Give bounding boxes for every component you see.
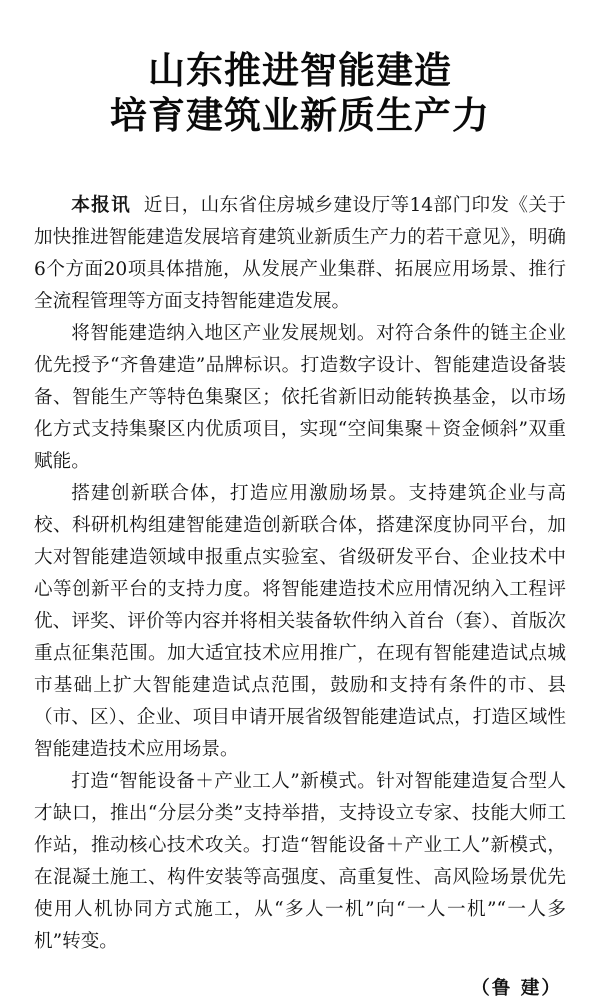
lead-label: 本报讯	[71, 195, 132, 217]
headline-line-2: 培育建筑业新质生产力	[110, 93, 490, 138]
paragraph-3: 搭建创新联合体，打造应用激励场景。支持建筑企业与高校、科研机构组建智能建造创新联合体，搭建深度协同平台，加大对智能建造领域申报重点实验室、省级研发平台、企业技术中心等创新平台的支持力度。将智能建造技术应用情况纳入工程评优、评奖、评价等内容并将相关装备软件纳入首台（套）、首版次重点征集范围。加大适宜技术应用推广，在现有智能建造试点城市基础上扩大智能建造试点范围，鼓励和支持有条件的市、县（市、区）、企业、项目申请开展省级智能建造试点，打造区域性智能建造技术应用场景。	[34, 482, 566, 760]
paragraph-4: 打造“智能设备＋产业工人”新模式。针对智能建造复合型人才缺口，推出“分层分类”支持举措，支持设立专家、技能大师工作站，推动核心技术攻关。打造“智能设备＋产业工人”新模式，在混凝土施工、构件安装等高强度、高重复性、高风险场景优先使用人机协同方式施工，从“多人一机”向“一人一机”“一人多机”转变。	[34, 770, 566, 952]
headline-line-1: 山东推进智能建造	[148, 48, 452, 92]
paragraph-1-text: 近日，山东省住房城乡建设厅等14部门印发《关于加快推进智能建造发展培育建筑业新质生产力的若干意见》，明确6个方面20项具体措施，从发展产业集群、拓展应用场景、推行全流程管理等方面支持智能建造发展。	[34, 195, 566, 313]
paragraph-2: 将智能建造纳入地区产业发展规划。对符合条件的链主企业优先授予“齐鲁建造”品牌标识。打造数字设计、智能建造设备装备、智能生产等特色集聚区；依托省新旧动能转换基金，以市场化方式支持集聚区内优质项目，实现“空间集聚＋资金倾斜”双重赋能。	[34, 323, 566, 472]
paragraph-1	[34, 190, 566, 318]
page-title	[34, 48, 566, 138]
article-signature: （鲁 建）	[471, 977, 562, 999]
article-body	[34, 190, 566, 957]
